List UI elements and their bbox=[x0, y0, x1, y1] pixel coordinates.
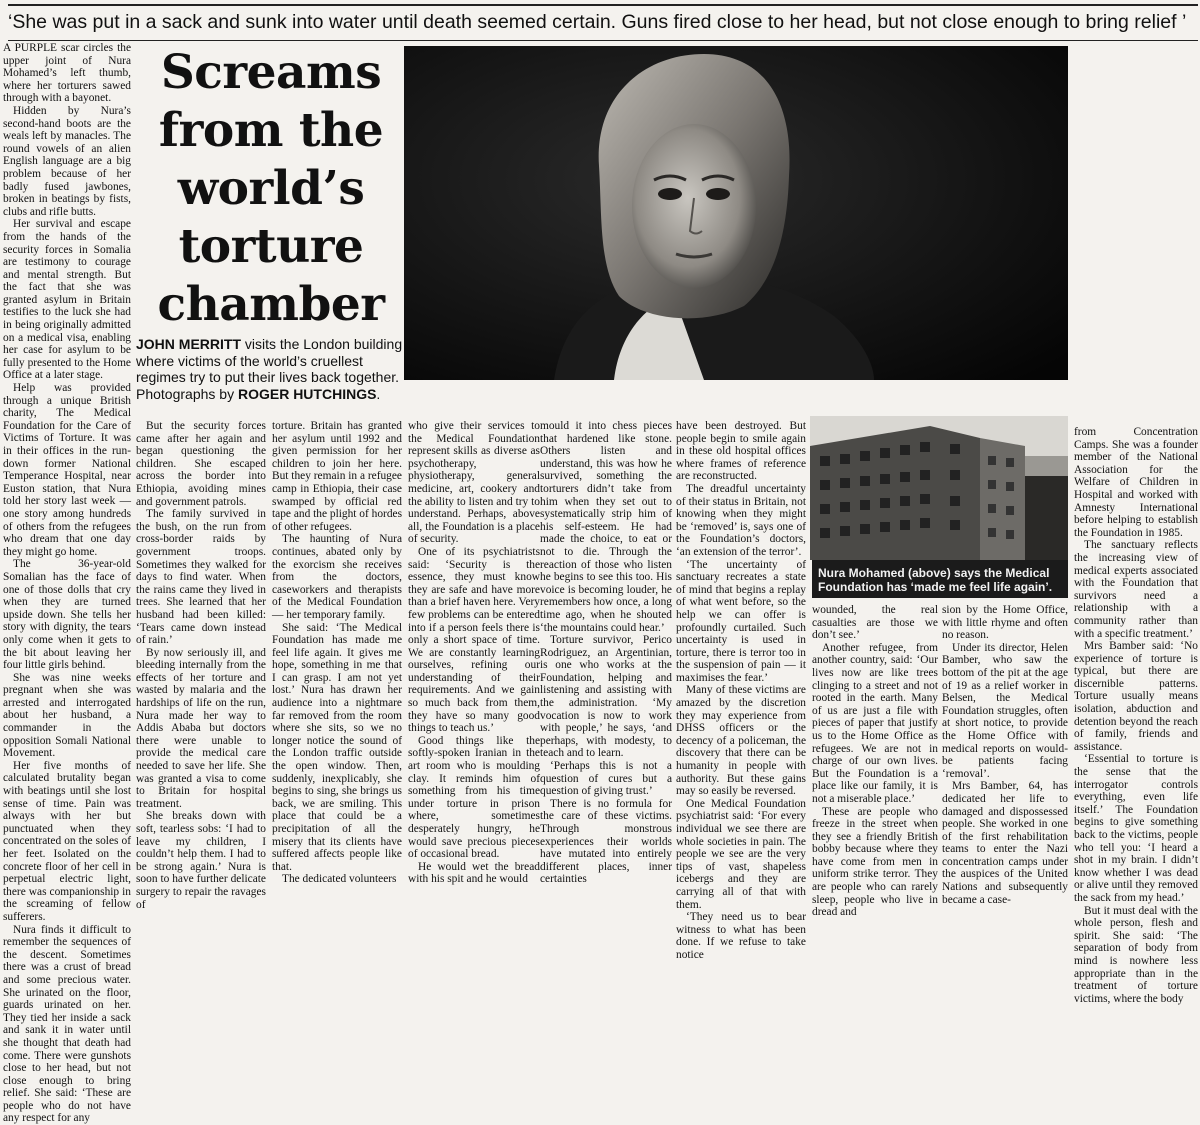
body-paragraph: The 36-year-old Somalian has the face of one of those dolls that cry when they are turned upside down. She tells her story with dignity, the tears only come when it gets to the bit about leaving her four little girls behind. bbox=[3, 558, 131, 672]
headline-line: chamber bbox=[157, 277, 385, 332]
body-paragraph: One Medical Foundation psychiatrist said: ‘For every individual we see there are whole societies in pain. The people we see are the very tips of vast, shapeless icebergs and they are carrying all of that with them. bbox=[676, 797, 806, 911]
column-4 bbox=[408, 420, 540, 886]
body-paragraph: ‘Perhaps this is not a question of cures but a question of giving trust.’ bbox=[540, 760, 672, 798]
body-paragraph: These are people who freeze in the street when they see a friendly British bobby because where they have come from men in uniform strike terror. They are people who can rarely sleep, people who live in dread and bbox=[812, 805, 938, 919]
byline-author: JOHN MERRITT bbox=[136, 336, 241, 352]
body-paragraph: But the security forces came after her again and began questioning the children. She escaped across the border into Ethiopia, avoiding mines and government patrols. bbox=[136, 420, 266, 508]
column-8 bbox=[942, 604, 1068, 906]
column-3 bbox=[272, 420, 403, 886]
portrait-illustration bbox=[404, 46, 1068, 380]
body-paragraph: The dreadful uncertainty of their status in Britain, not knowing when they might be ‘removed’ is, says one of the Foundation’s doctors, ‘an extension of the terror’. bbox=[676, 482, 806, 558]
body-paragraph: ‘Essential to torture is the sense that the interrogator controls everything, even life itself.’ The Foundation begins to give something back to the victims, people who tell you: ‘I heard a shot in my brain. I didn’t know whether I was dead or alive until they removed the sack from my head.’ bbox=[1074, 753, 1198, 904]
building-illustration bbox=[810, 416, 1068, 560]
standfirst-end: . bbox=[376, 385, 381, 402]
body-paragraph: There is no formula for the care of these victims. Through monstrous experiences their worlds have mutated into entirely different places, inner certainties bbox=[540, 797, 672, 886]
body-paragraph: ‘They need us to bear witness to what has been done. If we refuse to take notice bbox=[676, 911, 806, 961]
body-paragraph: Mrs Bamber said: ‘No experience of torture is typical, but there are discernible patterns. Torture usually means isolation, abduction and detention beyond the reach of family, friends and assistance. bbox=[1074, 640, 1198, 753]
body-paragraph: She said: ‘The Medical Foundation has made me feel life again. It gives me hope, something in me that I can grasp. I am not yet lost.’ Nura has drawn her audience into a nightmare far removed from the room where she sits, so we no longer notice the sound of the London traffic outside the open window. Then, suddenly, inexplicably, she begins to sing, she brings us back, we are smiling. This place that could be a precipitation of all the misery that its clients have suffered affects people like that. bbox=[272, 621, 402, 873]
body-paragraph: Help was provided through a unique British charity, The Medical Foundation for the Care of Victims of Torture. It was in their offices in the run-down former National Temperance Hospital, near Euston station, that Nura told her story last week — one story among hundreds of others from the refugees who dream that one day they might go home. bbox=[3, 382, 131, 558]
body-paragraph: Under its director, Helen Bamber, who saw the bottom of the pit at the age of 19 as a relief worker in Belsen, the Medical Foundation struggles, often at short notice, to provide the Home Office with medical reports on would-be patients facing ‘removal’. bbox=[942, 641, 1068, 780]
column-7 bbox=[812, 604, 938, 919]
body-paragraph: But it must deal with the whole person, flesh and spirit. She said: ‘The separation of body from mind is nowhere less appropriate than in the treatment of torture victims, where the body bbox=[1074, 904, 1198, 1005]
body-paragraph: The family survived in the bush, on the run from cross-border raids by government troops. Sometimes they walked for days to find water. When the rains came they lived in trees. She learned that her husband had been killed: ‘Tears came down instead of rain.’ bbox=[136, 508, 266, 647]
body-paragraph: have been destroyed. But people begin to smile again in these old hospital offices where frames of reference are reconstructed. bbox=[676, 420, 806, 483]
body-paragraph: One of its psychiatrists said: ‘Security is the essence, they must know they are safe and have more than a brief haven here. Very few problems can be entered into if a person feels there is only a short space of time. We are constantly learning ourselves, refining our understanding of their requirements. And we gain so much back from them, they have so many good things to teach us.’ bbox=[408, 545, 540, 735]
pull-quote: ‘She was put in a sack and sunk into water until death seemed certain. Guns fired close to her head, but not close enough to bring relief ’ bbox=[8, 4, 1198, 41]
column-5 bbox=[540, 420, 672, 886]
column-6 bbox=[676, 420, 806, 961]
body-paragraph: Good things like the softly-spoken Iranian in the art room who is moulding clay. It reminds him of something from his time under torture in prison where, sometimes desperately hungry, he would save precious pieces of occasional bread. bbox=[408, 734, 540, 861]
building-photo bbox=[810, 416, 1068, 560]
body-paragraph: Torture survivor, Perico Rodriguez, an Argentinian, is one who works at the Foundation, helping and listening and assisting with the administration. ‘My vocation is now to work with people,’ he says, ‘and perhaps, with modesty, to teach and to learn. bbox=[540, 634, 672, 760]
body-paragraph: By now seriously ill, and bleeding internally from the effects of her torture and wasted by malaria and the hardships of life on the run, Nura made her way to Addis Ababa but doctors there were unable to provide the medical care needed to save her life. She was granted a visa to come to Britain for hospital treatment. bbox=[136, 646, 266, 810]
standfirst bbox=[136, 336, 404, 404]
body-paragraph: sion by the Home Office, with little rhyme and often no reason. bbox=[942, 604, 1068, 642]
body-paragraph: Her five months of calculated brutality began with beatings until she lost sense of time. Pain was always with her but punctuated when they concentrated on the soles of her feet. Isolated on the concrete floor of her cell in perpetual electric light, there was companionship in the screaming of fellow sufferers. bbox=[3, 759, 131, 923]
photo-caption: Nura Mohamed (above) says the Medical Foundation has ‘made me feel life again’. bbox=[812, 560, 1068, 598]
body-paragraph: Mrs Bamber, 64, has dedicated her life to damaged and dispossessed people. She worked in one of the first rehabilitation teams to enter the Nazi concentration camps under the auspices of the United Nations and subsequently became a case- bbox=[942, 780, 1068, 906]
body-paragraph: Nura finds it difficult to remember the sequences of the descent. Sometimes there was a crust of bread and some precious water. She urinated on the floor, guards urinated on her. They tied her inside a sack and sank it in water until she thought that death had come. There were gunshots close to her head, but not close enough to bring relief. She said: ‘These are people who do not have any respect for any bbox=[3, 923, 131, 1125]
headline-line: torture bbox=[178, 219, 364, 274]
body-paragraph: from Concentration Camps. She was a founder member of the National Association for the Welfare of Children in Hospital and worked with Amnesty International before helping to establish the Foundation in 1985. bbox=[1074, 426, 1198, 539]
body-paragraph: torture. Britain has granted her asylum until 1992 and given permission for her children to join her here. But they remain in a refugee camp in Ethiopia, their case swamped by official red tape and the plight of hordes of other refugees. bbox=[272, 420, 403, 533]
body-paragraph: The sanctuary reflects the increasing view of medical experts associated with the Foundation that survivors need a relationship with a community rather than with a specific treatment.’ bbox=[1074, 539, 1198, 640]
body-paragraph: She was nine weeks pregnant when she was arrested and interrogated about her husband, a commander in the opposition Somali National Movement. bbox=[3, 671, 131, 760]
body-paragraph: The haunting of Nura continues, abated only by the exorcism she receives from the doctors, caseworkers and therapists of the Medical Foundation — her temporary family. bbox=[272, 533, 402, 621]
body-paragraph: mould it into chess pieces that hardened like stone. Others listen and understand, this was how he survived, something the torturers didn’t take from him when they set out to systematically strip him of his self-esteem. He had made the choice, to eat or not to die. Through the reaction of those who listen he begins to see this too. His voice is becoming louder, he remembers how once, a long time ago, when he shouted ‘the mountains could hear.’ bbox=[540, 420, 672, 634]
standfirst-text: visits the London building where victims of the world’s cruellest regimes try to put their lives back together. Photographs by bbox=[136, 336, 403, 402]
headline-line: from the bbox=[158, 103, 384, 158]
body-paragraph: Hidden by Nura’s second-hand boots are the weals left by manacles. The round vowels of an alien English language are a big problem because of her badly fused jawbones, broken in beatings by fists, clubs and rifle butts. bbox=[3, 104, 131, 218]
headline bbox=[140, 44, 402, 332]
body-paragraph: He would wet the bread with his spit and he would bbox=[408, 860, 540, 886]
body-paragraph: The dedicated volunteers bbox=[282, 873, 397, 886]
body-paragraph: ‘The uncertainty of sanctuary recreates a state of mind that begins a replay of what went before, so the help we can offer is profoundly curtailed. Such uncertainty is used in torture, there is terror too in the suspension of pain — it maximises the fear.’ bbox=[676, 558, 806, 684]
body-paragraph: who give their services to the Medical Foundation represent skills as diverse as psychotherapy, physiotherapy, general medicine, art, cookery and the ability to listen and try to understand. Perhaps, above all, the Foundation is a place of security. bbox=[408, 420, 540, 546]
column-2 bbox=[136, 420, 266, 911]
body-paragraph: Many of these victims are amazed by the discretion they may experience from DHSS officers or the decency of a policeman, the discovery that there can be humanity in people with authority. But these gains may so easily be reversed. bbox=[676, 684, 806, 798]
lede-paragraph: A PURPLE scar circles the upper joint of Nura Mohamed’s left thumb, where her torturers sawed through with a bayonet. bbox=[3, 42, 131, 105]
headline-line: world’s bbox=[177, 161, 365, 216]
body-paragraph: Her survival and escape from the hands of the security forces in Somalia are testimony to courage and mental strength. But the fact that she was granted asylum in Britain testifies to the luck she had in being originally admitted on a medical visa, enabling her case for asylum to be fully presented to the Home Office at a later stage. bbox=[3, 218, 131, 382]
column-1 bbox=[3, 42, 131, 1125]
photographer-credit: ROGER HUTCHINGS bbox=[237, 385, 377, 402]
portrait-photo bbox=[404, 46, 1068, 380]
body-paragraph: wounded, the real casualties are those we don’t see.’ bbox=[812, 604, 938, 642]
column-9 bbox=[1074, 426, 1198, 1005]
body-paragraph: Another refugee, from another country, said: ‘Our lives now are like trees clinging to a street and not rooted in the earth. Many of us are just a file with pieces of paper that justify us to the Home Office as refugees. We are not in charge of our own lives. But the Foundation is a place like our family, it is not a miserable place.’ bbox=[812, 641, 938, 805]
headline-line: Screams bbox=[160, 45, 382, 100]
body-paragraph: She breaks down with soft, tearless sobs: ‘I had to leave my children, I couldn’t help them. I had to be strong again.’ Nura is soon to have further delicate surgery to repair the ravages of bbox=[136, 810, 266, 911]
